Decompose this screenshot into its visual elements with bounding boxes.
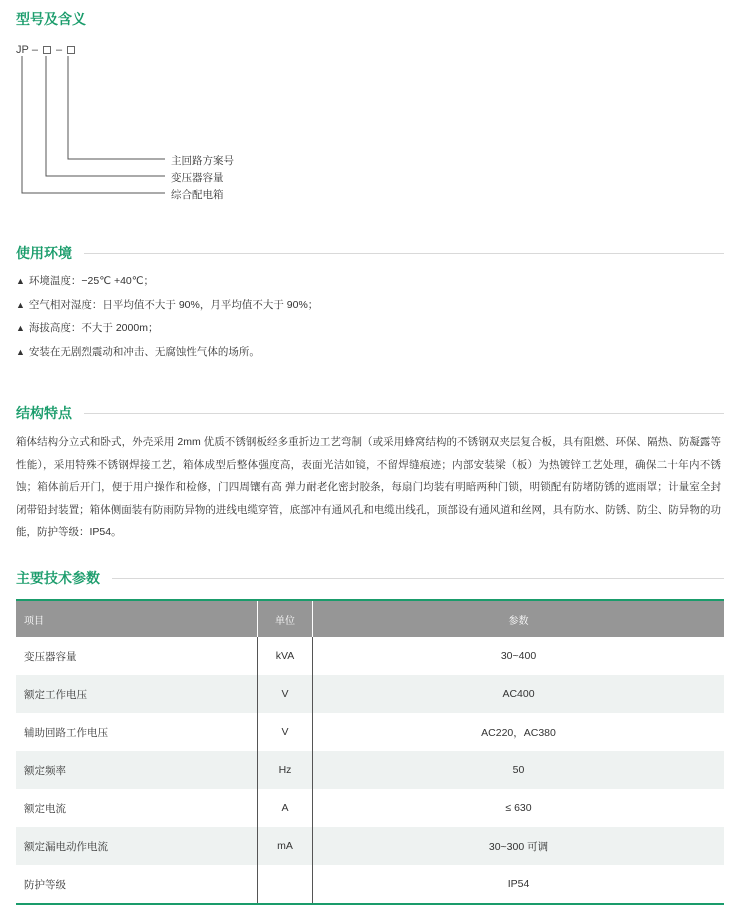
section-divider <box>84 413 724 414</box>
legend-label-distribution-box: 综合配电箱 <box>171 189 224 201</box>
cell-item: 辅助回路工作电压 <box>24 726 108 739</box>
legend-label-transformer: 变压器容量 <box>171 172 224 184</box>
section-title-text: 使用环境 <box>16 245 72 261</box>
cell-item: 额定频率 <box>16 751 258 789</box>
cell-unit: Hz <box>258 751 313 789</box>
leader-line-distribution-box <box>22 56 165 193</box>
specs-table <box>16 599 724 905</box>
cell-value: AC400 <box>313 675 725 713</box>
section-title-text: 型号及含义 <box>16 11 86 27</box>
cell-value: 30~400 <box>500 650 537 662</box>
table-row <box>16 713 724 751</box>
column-header-item: 项目 <box>16 600 258 637</box>
table-row <box>16 789 724 827</box>
cell-item: 额定电流 <box>24 802 66 815</box>
environment-list <box>16 270 318 364</box>
table-row <box>16 637 724 675</box>
cell-value: 50 <box>313 751 725 789</box>
cell-value: AC220，AC380 <box>481 726 556 739</box>
cell-value: IP54 <box>313 865 725 904</box>
cell-unit <box>258 865 313 904</box>
triangle-bullet-icon: ▲ <box>16 323 25 333</box>
section-title-structure <box>16 403 724 423</box>
table-row <box>16 827 724 865</box>
section-title-specs <box>16 568 724 588</box>
cell-item: 额定工作电压 <box>16 675 258 713</box>
cell-item: 额定漏电动作电流 <box>16 827 258 865</box>
legend-label-main-circuit: 主回路方案号 <box>171 155 234 167</box>
section-divider <box>112 578 724 579</box>
list-item: ▲ 空气相对湿度：日平均值不大于 90%，月平均值不大于 90%； <box>16 298 319 311</box>
triangle-bullet-icon: ▲ <box>16 346 25 357</box>
column-header-unit: 单位 <box>258 600 313 637</box>
cell-unit: V <box>258 713 313 751</box>
cell-unit: A <box>258 789 313 827</box>
list-item: ▲ 海拔高度：不大于 2000m； <box>16 322 159 334</box>
leader-line-main-circuit <box>68 56 165 159</box>
cell-unit: mA <box>258 827 313 865</box>
cell-unit: V <box>258 675 313 713</box>
model-leader-lines <box>0 0 733 220</box>
section-divider <box>84 253 724 254</box>
list-item: ▲ 安装在无剧烈震动和冲击、无腐蚀性气体的场所。 <box>16 345 260 358</box>
section-title-environment <box>16 243 724 263</box>
cell-item: 防护等级 <box>16 865 258 904</box>
structure-description: 箱体结构分立式和卧式，外壳采用 2mm 优质不锈钢板经多重折边工艺弯制（或采用蜂窝结构的不锈钢双夹层复合板，具有阻燃、环保、隔热、防凝露等性能），采用特殊不锈钢焊接工艺，箱体成型后整体强度高，表面光洁如镜，不留焊缝痕迹；内部安装梁（板）为热镀锌工艺处理，确保二十年内不锈蚀；箱体前后开门，便于用户操作和检修，门四周镶有高 弹力耐老化密封胶条，每扇门均装有明暗两种门锁，明锁配有防堵防锈的遮雨罩；计量室全封闭带铅封装置；箱体侧面装有防雨防异物的进线电缆穿管，底部冲有通风孔和电缆出线孔，顶部设有通风道和丝网，具有防水、防锈、防尘、防异物的功能，防护等级：IP54。 <box>16 436 721 538</box>
table-row <box>16 675 724 713</box>
cell-value: 30~300 可调 <box>313 827 725 865</box>
leader-line-transformer <box>46 56 165 176</box>
cell-item: 变压器容量 <box>24 650 77 663</box>
table-row <box>16 865 724 904</box>
cell-unit: kVA <box>258 637 313 675</box>
section-title-text: 主要技术参数 <box>16 570 100 586</box>
table-header-row <box>16 600 724 637</box>
dash-separator: – <box>31 44 38 56</box>
table-row <box>16 751 724 789</box>
triangle-bullet-icon: ▲ <box>16 299 25 310</box>
column-header-value: 参数 <box>313 600 725 637</box>
cell-value: ≤ 630 <box>505 802 532 814</box>
list-item: ▲ 环境温度：−25℃ +40℃； <box>16 275 155 287</box>
dash-separator: – <box>55 44 63 56</box>
model-code-prefix: JP <box>16 44 29 56</box>
triangle-bullet-icon: ▲ <box>16 276 25 286</box>
section-title-text: 结构特点 <box>16 405 72 421</box>
